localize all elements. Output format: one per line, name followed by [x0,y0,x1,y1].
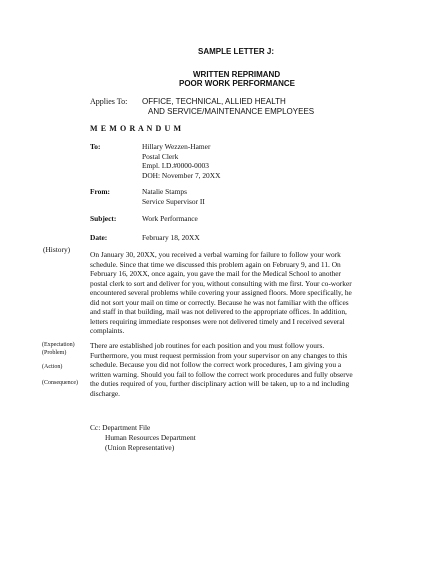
action-margin-label: (Action) [42,364,63,370]
body-paragraph-history [90,250,352,336]
applies-to-label: Applies To: [90,97,128,106]
from-line: Service Supervisor II [142,196,205,206]
cc-line: (Union Representative) [105,442,175,452]
applies-to-line-2: AND SERVICE/MAINTENANCE EMPLOYEES [148,107,315,116]
subject-label: Subject: [90,214,117,223]
applies-to-line-1: OFFICE, TECHNICAL, ALLIED HEALTH [142,97,286,106]
sample-letter-title: SAMPLE LETTER J: [198,47,275,56]
expectation-margin-label: (Expectation) [42,342,75,348]
cc-block [105,433,196,452]
consequence-margin-label: (Consequence) [42,380,78,386]
body-line: discharge. [90,388,121,398]
cc-line: Human Resources Department [105,433,196,442]
from-label: From: [90,187,110,196]
subject-value: Work Performance [142,214,198,223]
body-line: the duties required of you, further disciplinary action will be taken, up to a nd including [90,379,350,388]
body-line: Furthermore, you must request permission from your supervisor on any changes to this [90,350,348,360]
to-line: DOH: November 7, 20XX [142,170,221,180]
written-reprimand-title: WRITTEN REPRIMAND [193,70,281,79]
body-line: complaints. [90,326,125,335]
body-line: did not sort your mail on time or correctly. Because he was not familiar with the offices [90,297,349,307]
body-line: written warning. Should you fail to follow the correct work procedures and fully observe [90,369,353,379]
from-block [142,187,205,206]
to-line: Postal Clerk [142,151,179,161]
to-line: Empl. I.D.#0000-0003 [142,161,209,170]
from-line: Natalie Stamps [142,187,187,196]
body-line: and staff in that building, mail was not delivered to the appropriate offices. In addition, [90,307,347,316]
problem-margin-label: (Problem) [42,350,67,356]
body-line: postal clerk to sort and deliver for you, without consulting with me first. Your co-worker [90,278,352,288]
body-line: schedule. Since that time we discussed this problem again on February 9, and 11. On [90,259,341,269]
poor-work-performance-title: POOR WORK PERFORMANCE [179,79,295,88]
body-line: encountered several problems while covering your assigned floors. More specifically, he [90,288,352,297]
to-label: To: [90,142,101,151]
memorandum-heading: M E M O R A N D U M [90,124,182,133]
date-label: Date: [90,233,108,242]
to-block [142,142,220,180]
to-line: Hillary Wezzen-Hamer [142,142,211,151]
history-margin-label: (History) [43,245,71,254]
body-line: There are established job routines for each position and you must follow yours. [90,341,325,350]
body-line: On January 30, 20XX, you received a verbal warning for failure to follow your work [90,250,341,259]
body-line: schedule. Because you did not follow the correct work procedures, I am giving you a [90,360,342,369]
body-line: letters requiring immediate responses were not delivered timely and I received several [90,316,345,326]
body-line: February 16, 20XX, once again, you gave the mail for the Medical School to another [90,269,342,278]
date-value: February 18, 20XX [142,233,200,242]
body-paragraph-expectation [90,341,353,398]
cc-label: Cc: Department File [90,423,151,432]
